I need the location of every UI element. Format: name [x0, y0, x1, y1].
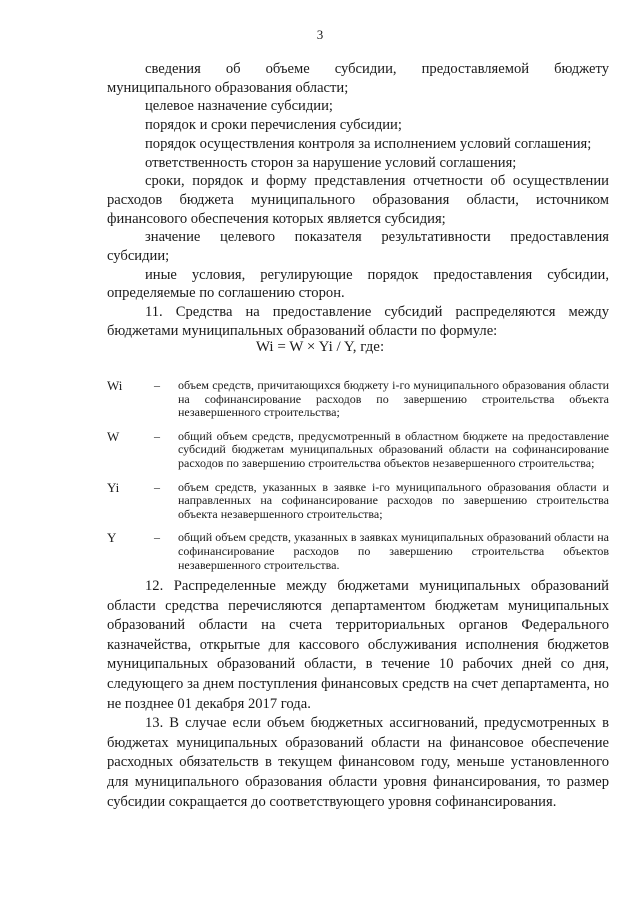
list-item: целевое назначение субсидии; [145, 98, 333, 115]
legend-definition: общий объем средств, предусмотренный в областном бюджете на предоставление субсидий бюджетам муниципальных образований области на софинансирование расходов по завершению строительства объектов незавершенного строительства; [178, 428, 609, 470]
agreement-conditions-list [107, 60, 609, 341]
legend-dash: – [154, 479, 160, 494]
page-number: 3 [316, 27, 324, 42]
legend-term: Y [107, 530, 117, 546]
legend-term: Yi [107, 479, 120, 495]
list-item: ответственность сторон за нарушение условий соглашения; [145, 154, 517, 171]
paragraph-12: 12. Распределенные между бюджетами муниципальных образований области средства перечисляются департаментом бюджетам муниципальных образований области на счета территориальных органов Федерального казначейства, открытые для кассового обслуживания исполнения бюджетов муниципальных образований области, в течение 10 рабочих дней со дня, следующего за днем поступления финансовых средств на счет департамента, но не позднее 01 декабря 2017 года. [107, 578, 609, 712]
distribution-formula: Wi = W × Yi / Y, где: [255, 339, 385, 355]
legend-definition: общий объем средств, указанных в заявках муниципальных образований области на софинансирование расходов по завершению строительства объектов незавершенного строительства. [178, 530, 609, 572]
list-item: сведения об объеме субсидии, предоставляемой бюджету муниципального образования области; [107, 61, 609, 96]
legend-dash: – [154, 530, 160, 545]
legend-dash: – [154, 378, 160, 392]
list-item: порядок и сроки перечисления субсидии; [145, 117, 402, 134]
legend-dash: – [154, 428, 160, 443]
legend-definition: объем средств, указанных в заявке i-го муниципального образования области и направленных на софинансирование расходов по завершению строительства объекта незавершенного строительства; [178, 479, 609, 521]
paragraph-11: 11. Средства на предоставление субсидий распределяются между бюджетами муниципальных образований области по формуле: [107, 304, 609, 339]
legend-term: W [107, 428, 120, 444]
legend-row [107, 430, 609, 471]
list-item: сроки, порядок и форму представления отчетности об осуществлении расходов бюджета муниципального образования области, источником финансового обеспечения которых является субсидия; [107, 173, 609, 227]
paragraph-13: 13. В случае если объем бюджетных ассигнований, предусмотренных в бюджетах муниципальных образований области на финансовое обеспечение расходных обязательств в текущем финансовом году, меньше установленного для муниципального образования области уровня финансирования, то размер субсидии сокращается до соответствующего уровня софинансирования. [107, 715, 609, 810]
legend-row [107, 379, 609, 420]
legend-row [107, 531, 609, 572]
legend-term: Wi [107, 378, 123, 393]
list-item: значение целевого показателя результативности предоставления субсидии; [107, 229, 609, 265]
list-item: порядок осуществления контроля за исполнением условий соглашения; [145, 135, 592, 152]
list-item: иные условия, регулирующие порядок предоставления субсидии, определяемые по соглашению сторон. [107, 266, 609, 302]
closing-paragraphs [107, 577, 609, 812]
legend-definition: объем средств, причитающихся бюджету i-го муниципального образования области на софинансирование расходов по завершению строительства объекта незавершенного строительства; [178, 378, 609, 420]
formula-legend [107, 379, 609, 582]
legend-row [107, 481, 609, 522]
